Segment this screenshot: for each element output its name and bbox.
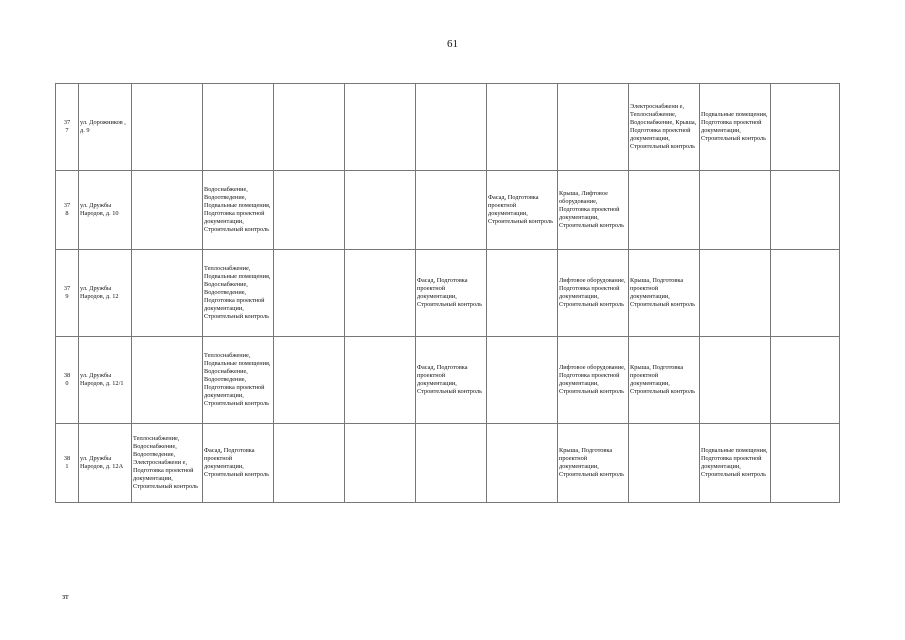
works-cell [487,250,558,337]
works-cell [345,424,416,503]
works-cell: Теплоснабжение, Подвальные помещения, Водоснабжение, Водоотведение, Подготовка проектной документации, Строительный контроль [203,337,274,424]
works-cell [416,84,487,171]
works-cell [629,424,700,503]
table-row [56,250,840,337]
works-cell [487,337,558,424]
works-cell [416,424,487,503]
works-cell [274,171,345,250]
table-row [56,337,840,424]
works-cell [274,337,345,424]
works-cell: Подвальные помещения, Подготовка проектной документации, Строительный контроль [700,84,771,171]
works-cell [416,171,487,250]
table-row [56,424,840,503]
works-cell: Фасад, Подготовка проектной документации, Строительный контроль [416,337,487,424]
works-cell [203,84,274,171]
works-cell: Крыша, Подготовка проектной документации, Строительный контроль [629,337,700,424]
works-cell [132,84,203,171]
address-cell: ул. Дружбы Народов, д. 10 [79,171,132,250]
works-cell [132,337,203,424]
works-cell: Крыша, Лифтовое оборудование, Подготовка проектной документации, Строительный контроль [558,171,629,250]
repair-schedule-table [55,83,840,503]
works-cell [345,171,416,250]
table-row [56,84,840,171]
works-cell [132,250,203,337]
works-cell [700,171,771,250]
works-cell [274,250,345,337]
works-cell [487,424,558,503]
works-cell [700,337,771,424]
works-cell: Электроснабжени е, Теплоснабжение, Водоснабжение, Крыша, Подготовка проектной документации, Строительный контроль [629,84,700,171]
works-cell: Крыша, Подготовка проектной документации, Строительный контроль [629,250,700,337]
address-cell: ул. Дружбы Народов, д. 12/1 [79,337,132,424]
row-number-cell: 38 0 [56,337,79,424]
works-cell [771,171,840,250]
works-cell [700,250,771,337]
works-cell: Подвальные помещения, Подготовка проектной документации, Строительный контроль [700,424,771,503]
works-cell [132,171,203,250]
works-cell [629,171,700,250]
page-number: 61 [447,38,458,50]
table-row [56,171,840,250]
works-cell [771,250,840,337]
works-cell [274,84,345,171]
works-cell: Фасад, Подготовка проектной документации, Строительный контроль [487,171,558,250]
works-cell: Фасад, Подготовка проектной документации, Строительный контроль [203,424,274,503]
works-cell [345,337,416,424]
row-number-cell: 37 7 [56,84,79,171]
address-cell: ул. Дружбы Народов, д. 12А [79,424,132,503]
row-number-cell: 37 8 [56,171,79,250]
works-cell: Крыша, Подготовка проектной документации, Строительный контроль [558,424,629,503]
works-cell [345,84,416,171]
works-cell: Теплоснабжение, Водоснабжение, Водоотведение, Электроснабжени е, Подготовка проектной документации, Строительный контроль [132,424,203,503]
works-cell: Водоснабжение, Водоотведение, Подвальные помещения, Подготовка проектной документации, Строительный контроль [203,171,274,250]
works-cell: Лифтовое оборудование, Подготовка проектной документации, Строительный контроль [558,250,629,337]
works-cell [345,250,416,337]
row-number-cell: 38 1 [56,424,79,503]
row-number-cell: 37 9 [56,250,79,337]
works-cell: Теплоснабжение, Подвальные помещения, Водоснабжение, Водоотведение, Подготовка проектной документации, Строительный контроль [203,250,274,337]
address-cell: ул. Дружбы Народов, д. 12 [79,250,132,337]
works-cell [771,337,840,424]
works-cell: Фасад, Подготовка проектной документации, Строительный контроль [416,250,487,337]
works-cell [771,84,840,171]
footer-mark: зт [62,592,69,601]
works-cell [771,424,840,503]
works-cell [274,424,345,503]
works-cell [487,84,558,171]
works-cell: Лифтовое оборудование, Подготовка проектной документации, Строительный контроль [558,337,629,424]
address-cell: ул. Дорожников , д. 9 [79,84,132,171]
works-cell [558,84,629,171]
